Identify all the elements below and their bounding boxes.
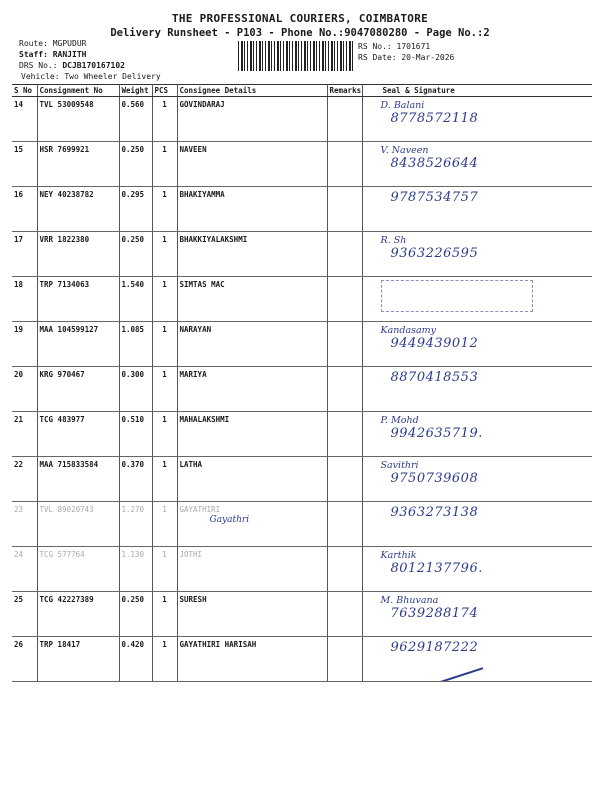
- row-remarks: [327, 187, 362, 232]
- table-row: [12, 232, 592, 277]
- row-consignment-no: KRG 970467: [37, 367, 119, 412]
- row-remarks: [209, 502, 362, 547]
- row-consignment-no: HSR 7699921: [37, 142, 119, 187]
- vehicle-value: Two Wheeler Delivery: [64, 72, 161, 81]
- row-sno: 25: [12, 592, 37, 637]
- runsheet-subtitle: Delivery Runsheet - P103 - Phone No.:9047080280 - Page No.:2: [110, 27, 490, 39]
- row-consignment-no: MAA 104599127: [37, 322, 119, 367]
- table-row: [12, 637, 592, 682]
- row-sno: 17: [12, 232, 37, 277]
- col-signature: Seal & Signature: [362, 85, 592, 97]
- signature-handwriting: V. Naveen: [380, 145, 429, 156]
- row-consignee: JOTHI: [177, 547, 327, 592]
- company-title: THE PROFESSIONAL COURIERS, COIMBATORE: [171, 12, 429, 25]
- signature-handwriting: M. Bhuvana: [380, 595, 439, 606]
- row-remarks: [327, 637, 362, 682]
- signature-phone: 9750739608: [390, 471, 479, 486]
- row-consignee: GAYATHIRI HARISAH: [177, 637, 327, 682]
- row-consignee: GAYATHIRI: [177, 502, 327, 547]
- table-row: [12, 142, 592, 187]
- col-sno: S No: [12, 85, 37, 97]
- row-pcs: 1: [152, 277, 177, 322]
- row-sno: 14: [12, 97, 37, 142]
- rs-date: RS Date: 20-Mar-2026: [358, 53, 455, 62]
- row-pcs: 1: [152, 232, 177, 277]
- table-row: [12, 502, 592, 547]
- table-header-row: [12, 85, 592, 97]
- row-remarks: [327, 322, 362, 367]
- row-pcs: 1: [152, 97, 177, 142]
- signature-phone: 9629187222: [390, 640, 479, 655]
- route-line: [19, 39, 86, 48]
- row-signature: [362, 142, 592, 187]
- row-signature: [362, 412, 592, 457]
- table-row: [12, 187, 592, 232]
- row-sno: 26: [12, 637, 37, 682]
- row-consignee: SURESH: [177, 592, 327, 637]
- row-consignment-no: TVL 53009548: [37, 97, 119, 142]
- drs-line: [19, 61, 125, 70]
- seal-stamp: [381, 280, 533, 312]
- row-signature: [362, 457, 592, 502]
- row-pcs: 1: [152, 187, 177, 232]
- row-consignment-no: TVL 89020743: [37, 502, 119, 547]
- col-weight: Weight: [119, 85, 152, 97]
- row-weight: 0.250: [119, 142, 152, 187]
- row-consignee: BHAKKIYALAKSHMI: [177, 232, 327, 277]
- signature-phone: 8778572118: [390, 111, 479, 126]
- signature-phone: 8870418553: [390, 370, 479, 385]
- staff-value: RANJITH: [52, 50, 87, 59]
- row-weight: 1.270: [119, 502, 152, 547]
- signature-handwriting: Kandasamy: [380, 325, 437, 336]
- row-pcs: 1: [152, 592, 177, 637]
- row-weight: 0.510: [119, 412, 152, 457]
- row-sno: 22: [12, 457, 37, 502]
- col-consignee: Consignee Details: [177, 85, 327, 97]
- route-value: MGPUDUR: [52, 39, 87, 48]
- signature-phone: 9363226595: [390, 246, 479, 261]
- signature-phone: 9787534757: [390, 190, 479, 205]
- signature-handwriting: Savithri: [380, 460, 419, 471]
- row-pcs: 1: [152, 412, 177, 457]
- row-remarks: [327, 547, 362, 592]
- row-pcs: 1: [152, 547, 177, 592]
- row-signature: [362, 547, 592, 592]
- row-consignee: NAVEEN: [177, 142, 327, 187]
- row-sno: 16: [12, 187, 37, 232]
- row-signature: [362, 187, 592, 232]
- row-remarks: [327, 592, 362, 637]
- signature-handwriting: Karthik: [380, 550, 417, 561]
- row-sno: 19: [12, 322, 37, 367]
- row-consignee: SIMTAS MAC: [177, 277, 327, 322]
- signature-phone: 9942635719.: [390, 426, 483, 441]
- row-sno: 23: [12, 502, 37, 547]
- drs-label: DRS No.:: [19, 61, 58, 70]
- row-weight: 0.250: [119, 232, 152, 277]
- row-weight: 0.295: [119, 187, 152, 232]
- runsheet-table: [12, 84, 592, 682]
- signature-handwriting: R. Sh: [380, 235, 407, 246]
- row-consignment-no: TCG 577764: [37, 547, 119, 592]
- staff-line: [19, 50, 86, 59]
- row-consignment-no: TCG 483977: [37, 412, 119, 457]
- col-consignment: Consignment No: [37, 85, 119, 97]
- row-pcs: 1: [152, 502, 177, 547]
- row-weight: 0.370: [119, 457, 152, 502]
- row-consignment-no: TCG 42227389: [37, 592, 119, 637]
- signature-phone: 9449439012: [390, 336, 479, 351]
- row-sno: 24: [12, 547, 37, 592]
- row-signature: [362, 232, 592, 277]
- row-consignee: MAHALAKSHMI: [177, 412, 327, 457]
- row-remarks: [327, 457, 362, 502]
- rs-number: RS No.: 1701671: [358, 42, 431, 51]
- row-weight: 1.085: [119, 322, 152, 367]
- row-remarks: [327, 142, 362, 187]
- row-weight: 0.560: [119, 97, 152, 142]
- signature-phone: 8438526644: [390, 156, 479, 171]
- row-signature: [362, 592, 592, 637]
- row-consignment-no: NEY 40238782: [37, 187, 119, 232]
- row-pcs: 1: [152, 457, 177, 502]
- signature-phone: 7639288174: [390, 606, 479, 621]
- signature-handwriting: D. Balani: [380, 100, 425, 111]
- table-row: [12, 547, 592, 592]
- row-pcs: 1: [152, 367, 177, 412]
- row-consignee: MARIYA: [177, 367, 327, 412]
- row-consignee: GOVINDARAJ: [177, 97, 327, 142]
- row-signature: [362, 97, 592, 142]
- row-weight: 0.250: [119, 592, 152, 637]
- signature-phone: 8012137796.: [390, 561, 483, 576]
- row-consignee: LATHA: [177, 457, 327, 502]
- row-remarks: [327, 232, 362, 277]
- row-consignment-no: VRR 1822380: [37, 232, 119, 277]
- remark-handwriting: Gayathri: [209, 515, 250, 525]
- row-signature: [362, 637, 592, 682]
- row-signature: [362, 322, 592, 367]
- row-sno: 18: [12, 277, 37, 322]
- row-consignee: BHAKIYAMMA: [177, 187, 327, 232]
- table-row: [12, 322, 592, 367]
- row-consignee: NARAYAN: [177, 322, 327, 367]
- row-weight: 0.300: [119, 367, 152, 412]
- row-consignment-no: MAA 715833584: [37, 457, 119, 502]
- drs-value: DCJB170167102: [62, 61, 125, 70]
- signature-phone: 9363273138: [390, 505, 479, 520]
- table-row: [12, 97, 592, 142]
- row-remarks: [327, 412, 362, 457]
- row-weight: 0.420: [119, 637, 152, 682]
- col-remarks: Remarks: [327, 85, 362, 97]
- table-row: [12, 592, 592, 637]
- row-remarks: [327, 97, 362, 142]
- row-pcs: 1: [152, 142, 177, 187]
- barcode: [238, 41, 354, 71]
- row-signature: [362, 502, 592, 547]
- row-pcs: 1: [152, 322, 177, 367]
- row-pcs: 1: [152, 637, 177, 682]
- col-pcs: PCS: [152, 85, 177, 97]
- row-remarks: [327, 277, 362, 322]
- table-row: [12, 412, 592, 457]
- row-consignment-no: TRP 7134063: [37, 277, 119, 322]
- signature-handwriting: P. Mohd: [380, 415, 419, 426]
- row-signature: [362, 277, 592, 322]
- row-sno: 15: [12, 142, 37, 187]
- row-signature: [362, 367, 592, 412]
- row-sno: 21: [12, 412, 37, 457]
- table-row: [12, 277, 592, 322]
- row-remarks: [327, 367, 362, 412]
- table-row: [12, 457, 592, 502]
- row-weight: 1.540: [119, 277, 152, 322]
- vehicle-label: Vehicle:: [21, 72, 60, 81]
- vehicle-line: [21, 72, 161, 81]
- row-sno: 20: [12, 367, 37, 412]
- staff-label: Staff:: [19, 50, 48, 59]
- row-consignment-no: TRP 18417: [37, 637, 119, 682]
- route-label: Route:: [19, 39, 48, 48]
- table-row: [12, 367, 592, 412]
- row-weight: 1.130: [119, 547, 152, 592]
